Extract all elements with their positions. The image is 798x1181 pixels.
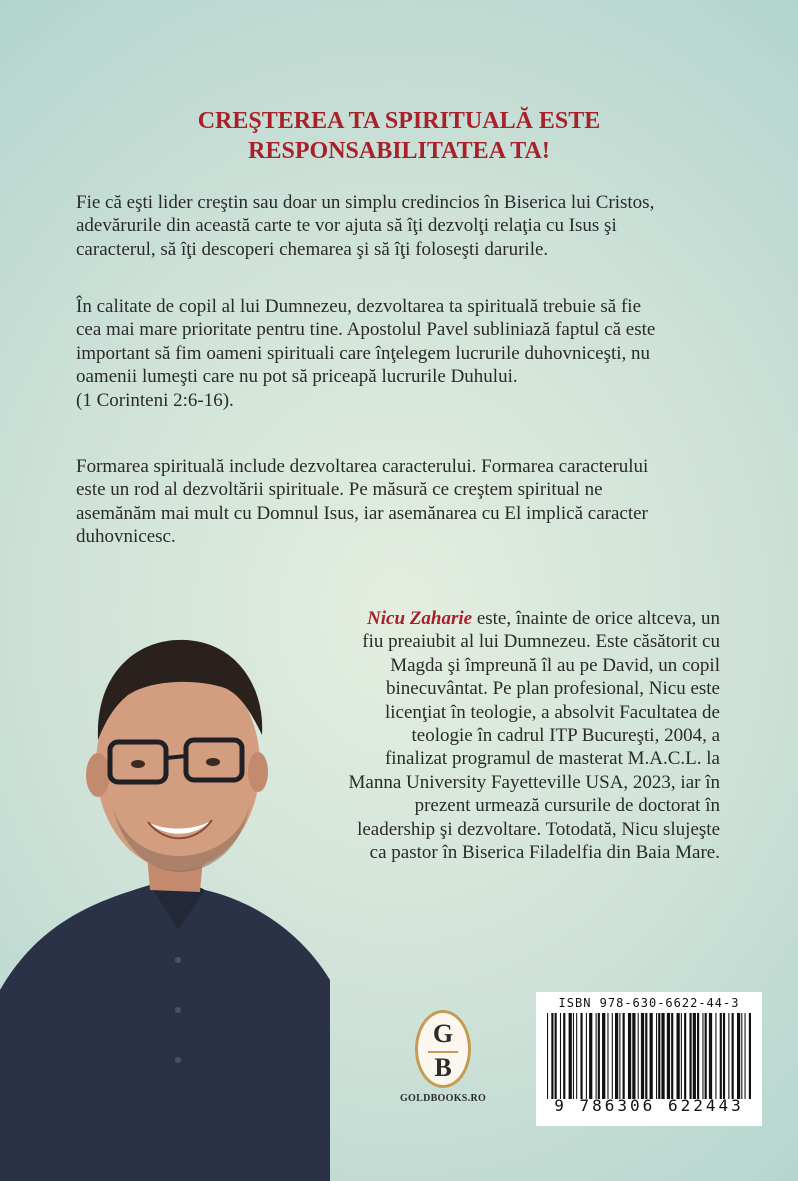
bio-line: fiu preaiubit al lui Dumnezeu. Este căsătorit cu <box>362 631 720 653</box>
barcode-bar <box>586 1013 587 1099</box>
text-line: cea mai mare prioritate pentru tine. Apostolul Pavel subliniază faptul că este <box>76 319 656 341</box>
title-line-2: RESPONSABILITATEA TA! <box>248 138 550 164</box>
barcode-bar <box>728 1013 729 1099</box>
barcode-bar <box>697 1013 699 1099</box>
title-line-1: CREŞTEREA TA SPIRITUALĂ ESTE <box>197 108 601 134</box>
book-title <box>0 106 798 166</box>
barcode-bar <box>745 1013 746 1099</box>
bio-first-line <box>270 607 720 630</box>
bio-line: Manna University Fayetteville USA, 2023, iar în <box>348 771 720 793</box>
barcode-bar <box>650 1013 653 1099</box>
publisher-logo <box>398 1010 488 1120</box>
barcode-bar <box>589 1013 592 1099</box>
text-line: Formarea spirituală include dezvoltarea caracterului. Formarea caracterului <box>76 456 649 477</box>
barcode-bar <box>576 1013 577 1099</box>
barcode-bar <box>555 1013 557 1099</box>
barcode-bar <box>619 1013 620 1099</box>
barcode-bar <box>645 1013 647 1099</box>
barcode-bar <box>580 1013 582 1099</box>
barcode-bar <box>656 1013 657 1099</box>
barcode-bar <box>715 1013 716 1099</box>
barcode-bar <box>681 1013 682 1099</box>
barcode-bar <box>547 1013 548 1099</box>
barcode-bar <box>723 1013 725 1099</box>
text-line: (1 Corinteni 2:6-16). <box>76 389 234 411</box>
barcode-bar <box>684 1013 686 1099</box>
barcode-bar <box>677 1013 680 1099</box>
barcode-bar <box>623 1013 625 1099</box>
publisher-url: GOLDBOOKS.RO <box>399 1093 487 1104</box>
barcode-bar <box>667 1013 670 1099</box>
barcode-bar <box>638 1013 639 1099</box>
barcode-bar <box>596 1013 597 1099</box>
barcode-bar <box>551 1013 553 1099</box>
bio-line: teologie în cadrul ITP Bucureşti, 2004, a <box>411 725 720 747</box>
barcode-bar <box>569 1013 572 1099</box>
text-line: este un rod al dezvoltării spirituale. Pe măsură ce creştem spiritual ne <box>76 479 603 501</box>
barcode-bar <box>741 1013 742 1099</box>
text-line: duhovnicesc. <box>76 526 176 548</box>
bio-line: Magda şi împreună îl au pe David, un copil <box>390 654 720 676</box>
barcode-bar <box>641 1013 644 1099</box>
barcode-bar <box>612 1013 613 1099</box>
text-line: adevărurile din această carte te vor ajuta să îţi dezvolţi relaţia cu Isus şi <box>76 215 617 237</box>
bio-line: ca pastor în Biserica Filadelfia din Baia Mare. <box>369 842 720 864</box>
barcode-bar <box>563 1013 565 1099</box>
barcode-bar <box>720 1013 722 1099</box>
barcode-bar <box>705 1013 707 1099</box>
author-name: Nicu Zaharie <box>367 608 473 629</box>
ean-digits: 9 786306 622443 <box>554 1096 744 1115</box>
barcode-bar <box>749 1013 751 1099</box>
barcode-bar <box>607 1013 608 1099</box>
barcode-bars <box>547 1013 751 1099</box>
barcode-bar <box>693 1013 696 1099</box>
author-bio <box>270 607 720 864</box>
isbn-label: ISBN 978-630-6622-44-3 <box>558 996 740 1010</box>
barcode-bar <box>573 1013 574 1099</box>
barcode-bar <box>689 1013 691 1099</box>
barcode-bar <box>732 1013 734 1099</box>
paragraph-intro <box>76 191 721 261</box>
barcode-bar <box>661 1013 664 1099</box>
barcode-bar <box>632 1013 635 1099</box>
paragraph-calling <box>76 295 721 412</box>
text-line: Fie că eşti lider creştin sau doar un simplu credincios în Biserica lui Cristos, <box>76 192 655 213</box>
text-line: important să fim oameni spirituali care înţelegem lucrurile duhovniceşti, nu <box>76 342 651 364</box>
barcode-bar <box>598 1013 600 1099</box>
text-line: oamenii lumeşti care nu pot să priceapă lucrurile Duhului. <box>76 366 518 388</box>
text-line: asemănăm mai mult cu Domnul Isus, iar asemănarea cu El implică caracter <box>76 502 648 524</box>
bio-line: prezent urmează cursurile de doctorat în <box>414 795 720 817</box>
barcode-bar <box>602 1013 605 1099</box>
barcode-bar <box>671 1013 673 1099</box>
logo-letter-b: B <box>434 1053 452 1082</box>
bio-line: finalizat programul de masterat M.A.C.L. la <box>384 748 720 770</box>
barcode-bar <box>709 1013 712 1099</box>
barcode-bar <box>658 1013 660 1099</box>
barcode-bar <box>560 1013 561 1099</box>
barcode-bar <box>628 1013 631 1099</box>
bio-line: licenţiat în teologie, a absolvit Facultatea de <box>384 701 720 723</box>
barcode-bar <box>702 1013 703 1099</box>
text-line: caracterul, să îţi descoperi chemarea şi să îţi foloseşti darurile. <box>76 238 549 260</box>
text-line: În calitate de copil al lui Dumnezeu, dezvoltarea ta spirituală trebuie să fie <box>76 296 641 317</box>
paragraph-formation <box>76 455 721 549</box>
barcode-bar <box>737 1013 740 1099</box>
barcode-bar <box>615 1013 618 1099</box>
isbn-barcode <box>536 992 762 1126</box>
bio-line: leadership şi dezvoltare. Totodată, Nicu slujeşte <box>357 818 720 840</box>
logo-letter-g: G <box>432 1019 454 1048</box>
publisher-emblem <box>415 1010 471 1088</box>
bio-text: este, înainte de orice altceva, un <box>472 608 720 629</box>
bio-line: binecuvântat. Pe plan profesional, Nicu este <box>386 678 720 700</box>
